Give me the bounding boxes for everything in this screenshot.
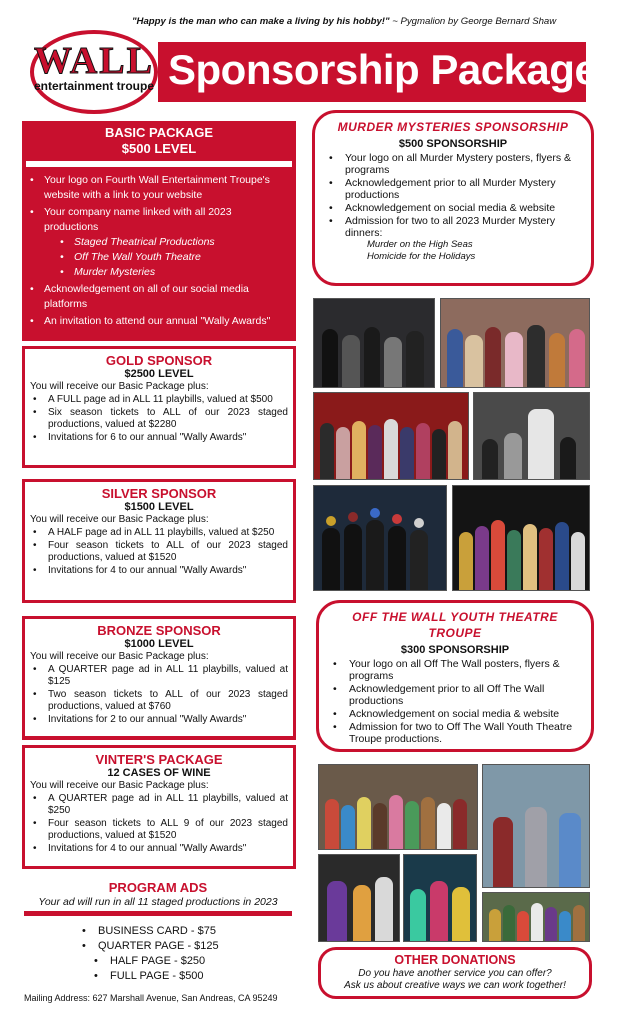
vinter-list xyxy=(30,793,288,855)
figure-shape xyxy=(437,803,451,849)
vinter-package-box xyxy=(22,745,296,869)
figure-shape xyxy=(459,532,473,590)
list-item: • Six season tickets to ALL of our 2023 staged productions, valued at $2280 xyxy=(30,407,288,431)
figure-shape xyxy=(525,807,547,887)
figure-shape xyxy=(336,427,350,479)
basic-package-title: BASIC PACKAGE xyxy=(104,125,214,140)
figure-shape xyxy=(489,909,501,941)
figure-shape xyxy=(453,799,467,849)
figure-shape xyxy=(405,801,419,849)
figure-shape xyxy=(447,329,463,387)
figure-shape xyxy=(452,887,470,941)
list-item: • A QUARTER page ad in ALL 11 playbills, valued at $250 xyxy=(30,793,288,817)
figure-shape xyxy=(342,335,360,387)
youth-title: OFF THE WALL YOUTH THEATRE TROUPE xyxy=(352,610,558,640)
silver-list xyxy=(30,527,288,577)
figure-shape xyxy=(503,905,515,941)
quote-source: ~ Pygmalion by George Bernard Shaw xyxy=(392,16,557,27)
figure-shape xyxy=(410,530,428,590)
figure-shape xyxy=(430,881,448,941)
logo-sub-text: entertainment troupe xyxy=(34,79,155,93)
list-item: • Acknowledgement prior to all Off The Wall productions xyxy=(331,683,579,707)
murder-cast-photo xyxy=(313,298,435,388)
vinter-level: 12 CASES OF WINE xyxy=(107,767,211,779)
list-item: • Your logo on all Murder Mystery posters, flyers & programs xyxy=(327,152,579,176)
list-item: • Acknowledgement on social media & website xyxy=(327,202,579,214)
figure-shape xyxy=(485,327,501,387)
list-item: • Staged Theatrical Productions xyxy=(60,235,288,250)
figure-shape xyxy=(375,877,393,941)
list-item xyxy=(30,205,288,280)
list-item: • HALF PAGE - $250 xyxy=(92,954,219,969)
list-item-text: Your company name linked with all 2023 productions xyxy=(44,206,232,233)
figure-shape xyxy=(341,805,355,849)
bronze-underline xyxy=(22,736,296,740)
program-ads-subtitle: Your ad will run in all 11 staged productions in 2023 xyxy=(38,896,278,908)
wall-logo xyxy=(30,30,158,114)
list-item: • Your logo on Fourth Wall Entertainment Troupe's website with a link to your website xyxy=(30,173,288,203)
gold-level: $2500 LEVEL xyxy=(124,368,194,380)
figure-shape xyxy=(523,524,537,590)
youth-theatre-box xyxy=(316,600,594,752)
list-item: • FULL PAGE - $500 xyxy=(92,969,219,984)
youth-cast-photo xyxy=(318,764,478,850)
list-item: • A FULL page ad in ALL 11 playbills, valued at $500 xyxy=(30,394,288,406)
figure-shape xyxy=(527,325,545,387)
figure-shape xyxy=(364,327,380,387)
figure-shape xyxy=(505,332,523,387)
figure-shape xyxy=(344,524,362,590)
list-item: • An invitation to attend our annual "Wally Awards" xyxy=(30,314,288,329)
list-item: • Four season tickets to ALL of our 2023 staged productions, valued at $1520 xyxy=(30,540,288,564)
list-item: • Invitations for 4 to our annual "Wally Awards" xyxy=(30,565,288,577)
figure-shape xyxy=(560,437,576,479)
bronze-intro: You will receive our Basic Package plus: xyxy=(30,651,209,662)
figure-shape xyxy=(421,797,435,849)
oz-cast-photo xyxy=(482,764,590,888)
figure-shape xyxy=(569,329,585,387)
header-quote xyxy=(132,16,556,27)
figure-shape xyxy=(327,881,347,941)
program-ads-list xyxy=(80,924,219,984)
figure-shape xyxy=(573,905,585,941)
list-item: • Your logo on all Off The Wall posters, flyers & programs xyxy=(331,658,579,682)
quote-text: "Happy is the man who can make a living by his hobby!" xyxy=(132,16,390,27)
other-donations-title: OTHER DONATIONS xyxy=(394,953,516,967)
bronze-list xyxy=(30,664,288,726)
figure-shape xyxy=(448,421,462,479)
other-donations-box xyxy=(318,947,592,999)
list-item: • Acknowledgement on social media & website xyxy=(331,708,579,720)
figure-shape xyxy=(406,331,424,387)
murder-list xyxy=(327,152,579,239)
list-item: • Off The Wall Youth Theatre xyxy=(60,250,288,265)
figure-shape xyxy=(531,903,543,941)
mermaid-cast-photo xyxy=(403,854,477,942)
silver-level: $1500 LEVEL xyxy=(124,501,194,513)
list-item: • Two season tickets to ALL of our 2023 staged productions, valued at $760 xyxy=(30,689,288,713)
list-item: • A HALF page ad in ALL 11 playbills, valued at $250 xyxy=(30,527,288,539)
black-white-cast-photo xyxy=(473,392,590,480)
title-banner xyxy=(158,42,621,102)
gold-sponsor-box xyxy=(22,346,296,468)
figure-shape xyxy=(482,439,498,479)
program-ads-title: PROGRAM ADS xyxy=(108,880,208,895)
costume-cast-photo xyxy=(440,298,590,388)
figure-shape xyxy=(549,333,565,387)
figure-shape xyxy=(353,885,371,941)
figure-shape xyxy=(389,795,403,849)
silver-intro: You will receive our Basic Package plus: xyxy=(30,514,209,525)
mask-shape xyxy=(370,508,380,518)
figure-shape xyxy=(491,520,505,590)
figure-shape xyxy=(366,520,384,590)
figure-shape xyxy=(368,425,382,479)
masked-cast-photo xyxy=(313,485,447,591)
figure-shape xyxy=(388,526,406,590)
figure-shape xyxy=(384,337,402,387)
figure-shape xyxy=(571,532,585,590)
mailing-address: Mailing Address: 627 Marshall Avenue, San Andreas, CA 95249 xyxy=(24,993,278,1003)
gold-intro: You will receive our Basic Package plus: xyxy=(30,381,209,392)
basic-package-level: $500 LEVEL xyxy=(121,141,197,156)
figure-shape xyxy=(373,803,387,849)
murder-show: Murder on the High Seas xyxy=(367,239,473,250)
figure-shape xyxy=(384,419,398,479)
other-donations-line: Do you have another service you can offer? xyxy=(358,968,552,979)
mask-shape xyxy=(392,514,402,524)
figure-shape xyxy=(504,433,522,479)
stage-cast-photo xyxy=(452,485,590,591)
murder-title: MURDER MYSTERIES SPONSORSHIP xyxy=(337,120,569,134)
bronze-title: BRONZE SPONSOR xyxy=(97,623,221,638)
gold-list xyxy=(30,394,288,444)
list-item: • BUSINESS CARD - $75 xyxy=(80,924,219,939)
figure-shape xyxy=(475,526,489,590)
bronze-level: $1000 LEVEL xyxy=(124,638,194,650)
list-item: • Admission for two to Off The Wall Youth Theatre Troupe productions. xyxy=(331,721,579,745)
youth-level: $300 SPONSORSHIP xyxy=(400,644,510,656)
ensemble-cast-photo xyxy=(482,892,590,942)
production-sublist xyxy=(44,235,288,280)
figure-shape xyxy=(322,329,338,387)
figure-shape xyxy=(507,530,521,590)
murder-show: Homicide for the Holidays xyxy=(367,251,476,262)
figure-shape xyxy=(559,911,571,941)
other-donations-line: Ask us about creative ways we can work together! xyxy=(344,980,566,991)
figure-shape xyxy=(517,911,529,941)
list-item: • Invitations for 6 to our annual "Wally Awards" xyxy=(30,432,288,444)
list-item: • Acknowledgement on all of our social media platforms xyxy=(30,282,288,312)
logo-main-text: WALL xyxy=(34,40,154,82)
figure-shape xyxy=(357,797,371,849)
murder-mysteries-box xyxy=(312,110,594,286)
figure-shape xyxy=(528,409,554,479)
youth-list xyxy=(331,658,579,745)
page-title: Sponsorship Packages xyxy=(168,46,621,93)
gold-title: GOLD SPONSOR xyxy=(105,353,213,368)
figure-shape xyxy=(539,528,553,590)
figure-shape xyxy=(432,429,446,479)
figure-shape xyxy=(555,522,569,590)
mask-shape xyxy=(414,518,424,528)
figure-shape xyxy=(400,427,414,479)
figure-shape xyxy=(410,889,426,941)
mask-shape xyxy=(326,516,336,526)
figure-shape xyxy=(465,335,483,387)
vinter-title: VINTER'S PACKAGE xyxy=(95,752,223,767)
list-item: • QUARTER PAGE - $125 xyxy=(80,939,219,954)
basic-package-box xyxy=(22,121,296,341)
list-item: • Invitations for 2 to our annual "Wally Awards" xyxy=(30,714,288,726)
list-item: • Acknowledgement prior to all Murder Mystery productions xyxy=(327,177,579,201)
list-item: • A QUARTER page ad in ALL 11 playbills, valued at $125 xyxy=(30,664,288,688)
basic-package-list xyxy=(22,167,296,329)
bronze-sponsor-box xyxy=(22,616,296,736)
figure-shape xyxy=(416,423,430,479)
mask-shape xyxy=(348,512,358,522)
program-ads-divider xyxy=(24,911,292,916)
list-item: • Admission for two to all 2023 Murder Mystery dinners: xyxy=(327,215,579,239)
vinter-intro: You will receive our Basic Package plus: xyxy=(30,780,209,791)
figure-shape xyxy=(493,817,513,887)
figure-shape xyxy=(322,528,340,590)
figure-shape xyxy=(559,813,581,887)
list-item: • Four season tickets to ALL 9 of our 2023 staged productions, valued at $1520 xyxy=(30,818,288,842)
figure-shape xyxy=(545,907,557,941)
figure-shape xyxy=(320,423,334,479)
robe-cast-photo xyxy=(318,854,400,942)
murder-level: $500 SPONSORSHIP xyxy=(398,138,508,150)
list-item: • Murder Mysteries xyxy=(60,265,288,280)
list-item: • Invitations for 4 to our annual "Wally Awards" xyxy=(30,843,288,855)
silver-title: SILVER SPONSOR xyxy=(101,486,217,501)
silver-sponsor-box xyxy=(22,479,296,603)
figure-shape xyxy=(325,799,339,849)
figure-shape xyxy=(352,421,366,479)
red-curtain-cast-photo xyxy=(313,392,469,480)
